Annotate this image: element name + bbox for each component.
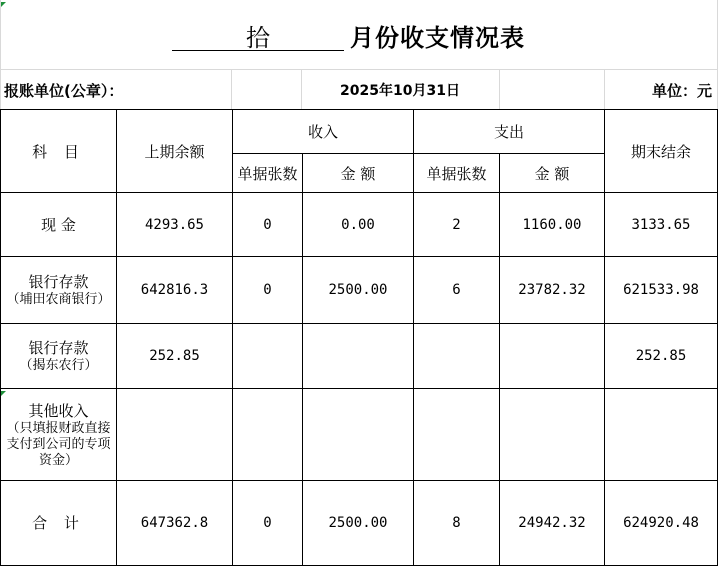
row-income-count: 0 (233, 193, 303, 257)
row-subtitle: （只填报财政直接支付到公司的专项资金） (6, 420, 111, 468)
row-subtitle: （揭东农行） (19, 358, 98, 373)
row-expense-count: 2 (414, 193, 500, 257)
row-name: 现 金 (41, 215, 76, 234)
row-income-count: 0 (233, 481, 303, 566)
row-income-amount: 2500.00 (303, 257, 414, 324)
cell-indicator-icon (1, 2, 6, 7)
row-subject (1, 257, 117, 324)
header-expense-amount: 金 额 (500, 154, 605, 193)
row-expense-amount (500, 389, 605, 481)
title-text: 月份收支情况表 (350, 24, 525, 52)
row-income-amount (303, 389, 414, 481)
gridline (604, 70, 605, 109)
currency-unit: 单位：元 (651, 82, 712, 100)
header-subject: 科 目 (1, 110, 117, 193)
table-row (1, 257, 718, 324)
table-row (1, 193, 718, 257)
row-expense-count (414, 389, 500, 481)
header-expense: 支出 (414, 110, 605, 154)
row-expense-amount: 24942.32 (500, 481, 605, 566)
header-end-balance: 期末结余 (605, 110, 718, 193)
row-expense-amount: 23782.32 (500, 257, 605, 324)
row-prev-balance: 252.85 (117, 324, 233, 389)
row-end-balance: 621533.98 (605, 257, 718, 324)
row-name: 其他收入 (28, 401, 89, 420)
report-title (0, 0, 718, 70)
row-expense-count: 6 (414, 257, 500, 324)
header-income-amount: 金 额 (303, 154, 414, 193)
row-income-count: 0 (233, 257, 303, 324)
row-expense-amount (500, 324, 605, 389)
row-subject (1, 193, 117, 257)
row-end-balance (605, 389, 718, 481)
gridline (231, 70, 232, 109)
row-income-count (233, 324, 303, 389)
title-month: 拾 (172, 20, 344, 51)
row-income-amount: 0.00 (303, 193, 414, 257)
summary-table (0, 109, 718, 566)
row-end-balance: 252.85 (605, 324, 718, 389)
row-name: 银行存款 (28, 339, 89, 357)
header-income-count: 单据张数 (233, 154, 303, 193)
row-prev-balance: 642816.3 (117, 257, 233, 324)
report-date: 2025年10月31日 (340, 83, 460, 99)
row-income-amount (303, 324, 414, 389)
row-name: 合 计 (32, 514, 85, 532)
row-prev-balance: 4293.65 (117, 193, 233, 257)
header-income: 收入 (233, 110, 414, 154)
row-prev-balance: 647362.8 (117, 481, 233, 566)
row-subject (1, 481, 117, 566)
row-name: 银行存款 (28, 273, 89, 291)
row-end-balance: 624920.48 (605, 481, 718, 566)
row-income-count (233, 389, 303, 481)
row-subtitle: （埔田农商银行） (6, 292, 111, 307)
table-row (1, 389, 718, 481)
cell-indicator-icon (1, 391, 6, 396)
row-expense-count: 8 (414, 481, 500, 566)
row-expense-amount: 1160.00 (500, 193, 605, 257)
row-income-amount: 2500.00 (303, 481, 414, 566)
row-subject (1, 324, 117, 389)
row-expense-count (414, 324, 500, 389)
header-expense-count: 单据张数 (414, 154, 500, 193)
reporting-unit-label: 报账单位(公章）： (4, 82, 124, 100)
row-end-balance: 3133.65 (605, 193, 718, 257)
table-row-total (1, 481, 718, 566)
row-subject (1, 389, 117, 481)
row-prev-balance (117, 389, 233, 481)
header-prev-balance: 上期余额 (117, 110, 233, 193)
table-row (1, 324, 718, 389)
